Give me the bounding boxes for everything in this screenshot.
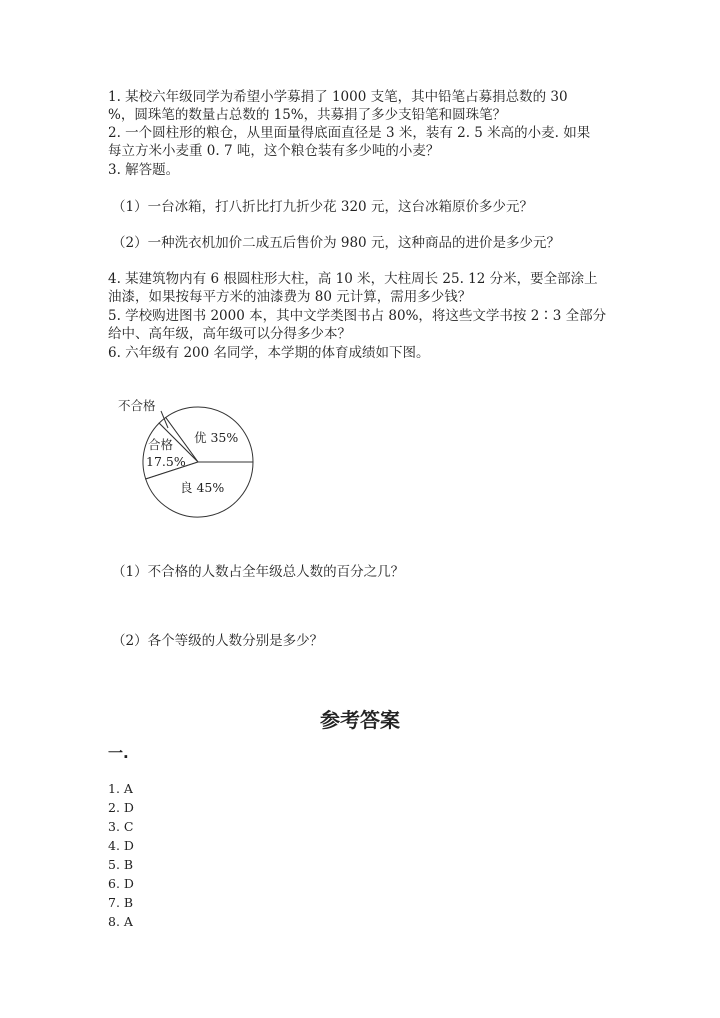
question-5-line-1: 5. 学校购进图书 2000 本，其中文学类图书占 80%，将这些文学书按 2∶3 全部分 (108, 308, 607, 324)
question-1-line-1: 1. 某校六年级同学为希望小学募捐了 1000 支笔，其中铅笔占募捐总数的 30 (108, 89, 568, 105)
answer-item-3: 3. C (108, 819, 134, 834)
excellent-label: 优 35% (194, 430, 239, 445)
answer-item-8: 8. A (108, 914, 133, 929)
answer-item-6: 6. D (108, 876, 134, 891)
question-3-part-2: （2）一种洗衣机加价二成五后售价为 980 元，这种商品的进价是多少元？ (112, 235, 560, 251)
answer-item-1: 1. A (108, 781, 133, 796)
answer-title: 参考答案 (320, 708, 400, 732)
answer-item-4: 4. D (108, 838, 134, 853)
question-6-heading: 6. 六年级有 200 名同学，本学期的体育成绩如下图。 (108, 345, 430, 361)
good-label: 良 45% (180, 480, 225, 495)
answer-item-2: 2. D (108, 800, 134, 815)
question-3-heading: 3. 解答题。 (108, 162, 180, 178)
question-4-line-2: 油漆，如果按每平方米的油漆费为 80 元计算，需用多少钱？ (108, 289, 472, 305)
pie-chart (108, 392, 268, 532)
question-2-line-2: 每立方米小麦重 0. 7 吨，这个粮仓装有多少吨的小麦？ (108, 143, 440, 159)
pass-label-name: 合格 (148, 437, 174, 452)
question-3-part-1: （1）一台冰箱，打八折比打九折少花 320 元，这台冰箱原价多少元？ (112, 199, 533, 215)
question-1-line-2: %，圆珠笔的数量占总数的 15%，共募捐了多少支铅笔和圆珠笔？ (108, 107, 507, 123)
section-heading: 一. (108, 744, 129, 762)
question-4-line-1: 4. 某建筑物内有 6 根圆柱形大柱，高 10 米，大柱周长 25. 12 分米，要全部涂上 (108, 271, 598, 287)
question-2-line-1: 2. 一个圆柱形的粮仓，从里面量得底面直径是 3 米，装有 2. 5 米高的小麦. 如果 (108, 125, 591, 141)
answer-item-5: 5. B (108, 857, 134, 872)
question-5-line-2: 给中、高年级，高年级可以分得多少本？ (108, 326, 351, 342)
pass-label-percent: 17.5% (146, 454, 186, 469)
fail-label: 不合格 (118, 398, 156, 413)
question-6-part-2: （2）各个等级的人数分别是多少？ (112, 633, 324, 649)
question-6-part-1: （1）不合格的人数占全年级总人数的百分之几？ (112, 564, 405, 580)
answer-item-7: 7. B (108, 895, 134, 910)
